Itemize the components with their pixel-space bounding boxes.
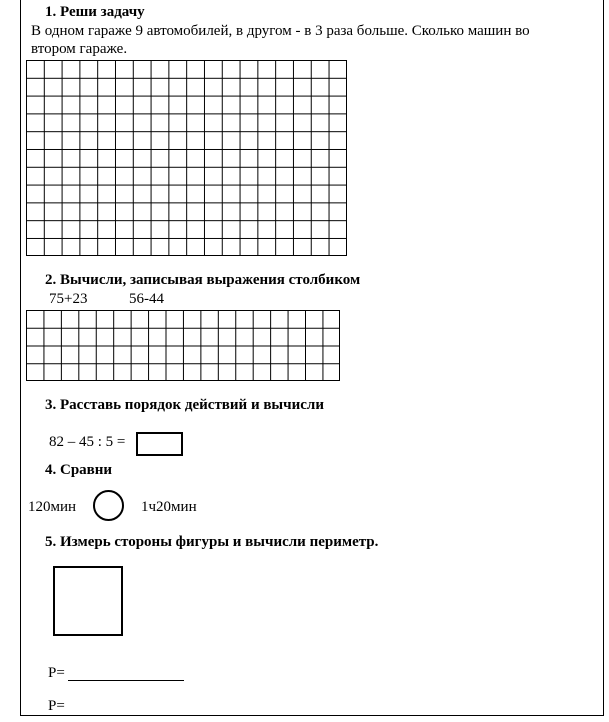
- task1-text-line2: втором гараже.: [31, 41, 128, 57]
- task1-text-line1: В одном гараже 9 автомобилей, в другом - в 3 раза больше. Сколько машин во: [31, 23, 530, 39]
- task2-expression-2: 56-44: [129, 291, 164, 307]
- task2-expression-1: 75+23: [49, 291, 88, 307]
- answer-grid-task2[interactable]: [26, 310, 340, 381]
- task1-title: 1. Реши задачу: [45, 4, 145, 20]
- perimeter-label-1: P=: [48, 665, 65, 681]
- task3-title: 3. Расставь порядок действий и вычисли: [45, 397, 324, 413]
- answer-box[interactable]: [136, 432, 183, 456]
- perimeter-label-2: P=: [48, 698, 65, 714]
- compare-circle[interactable]: [93, 490, 124, 521]
- answer-grid-task1[interactable]: [26, 60, 347, 256]
- compare-left-value: 120мин: [28, 499, 77, 515]
- compare-right-value: 1ч20мин: [141, 499, 197, 515]
- task4-title: 4. Сравни: [45, 462, 113, 478]
- task2-title: 2. Вычисли, записывая выражения столбиком: [45, 272, 361, 288]
- task5-title: 5. Измерь стороны фигуры и вычисли периметр.: [45, 534, 379, 550]
- square-figure: [53, 566, 123, 636]
- task3-expression: 82 – 45 : 5 =: [49, 434, 126, 450]
- perimeter-answer-line[interactable]: [68, 680, 184, 681]
